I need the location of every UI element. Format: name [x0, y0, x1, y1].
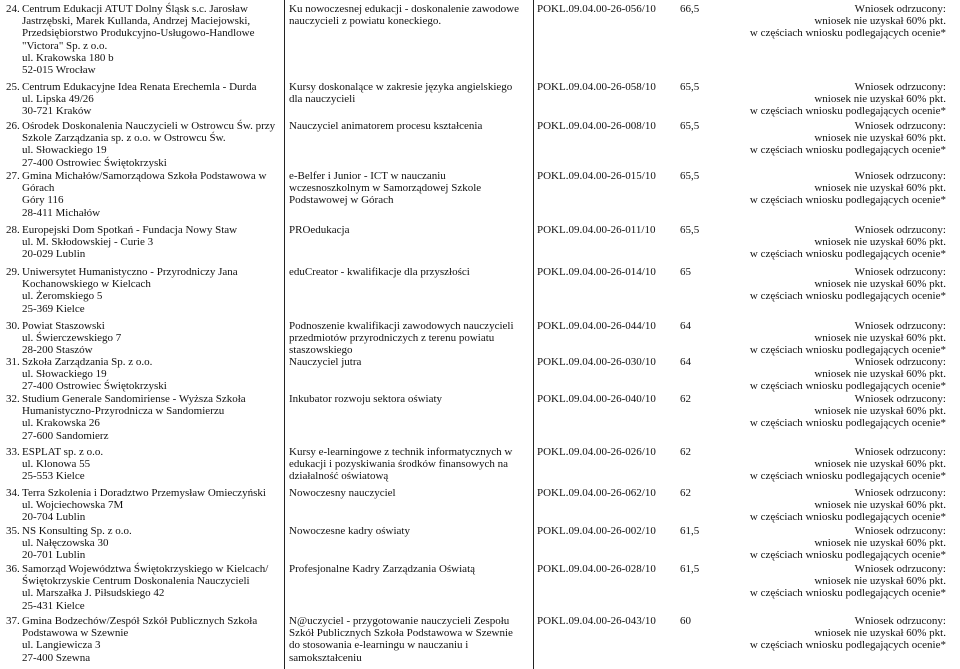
project-title-cell: Kursy doskonalące w zakresie języka angielskiego dla nauczycieli — [289, 81, 513, 106]
institution-cell: Centrum Edukacyjne Idea Renata Erechemla - Durda ul. Lipska 49/26 30-721 Kraków — [22, 81, 257, 118]
status-cell: Wniosek odrzucony: wniosek nie uzyskał 60% pkt. w częściach wniosku podlegających ocenie* — [749, 170, 946, 207]
application-code-cell: POKL.09.04.00-26-056/10 — [537, 3, 656, 15]
score-cell: 61,5 — [680, 525, 700, 537]
row-number: 36. — [6, 563, 20, 575]
institution-cell: Studium Generale Sandomiriense - Wyższa Szkoła Humanistyczno-Przyrodnicza w Sandomierzu ul. Krakowska 26 27-600 Sandomierz — [22, 393, 246, 442]
institution-cell: ESPLAT sp. z o.o. ul. Klonowa 55 25-553 Kielce — [22, 446, 104, 483]
project-title-cell: Kursy e-learningowe z technik informatycznych w edukacji i pozyskiwania środków finansowych na działalność oświatową — [289, 446, 513, 483]
row-number: 37. — [6, 615, 20, 627]
score-cell: 62 — [680, 393, 691, 405]
status-cell: Wniosek odrzucony: wniosek nie uzyskał 60% pkt. w częściach wniosku podlegających ocenie* — [749, 563, 946, 600]
score-cell: 62 — [680, 487, 691, 499]
status-cell: Wniosek odrzucony: wniosek nie uzyskał 60% pkt. w częściach wniosku podlegających ocenie* — [749, 393, 946, 430]
row-number: 28. — [6, 224, 20, 236]
row-number: 33. — [6, 446, 20, 458]
application-code-cell: POKL.09.04.00-26-011/10 — [537, 224, 656, 236]
row-number: 30. — [6, 320, 20, 332]
project-title-cell: Nowoczesny nauczyciel — [289, 487, 396, 499]
status-cell: Wniosek odrzucony: wniosek nie uzyskał 60% pkt. w częściach wniosku podlegających ocenie* — [749, 320, 946, 357]
status-cell: Wniosek odrzucony: wniosek nie uzyskał 60% pkt. w częściach wniosku podlegających ocenie* — [749, 446, 946, 483]
institution-cell: Uniwersytet Humanistyczno - Przyrodniczy Jana Kochanowskiego w Kielcach ul. Żeromskiego 5 25-369 Kielce — [22, 266, 238, 315]
application-code-cell: POKL.09.04.00-26-044/10 — [537, 320, 656, 332]
score-cell: 65,5 — [680, 224, 700, 236]
row-number: 31. — [6, 356, 20, 368]
score-cell: 61,5 — [680, 563, 700, 575]
institution-cell: Szkoła Zarządzania Sp. z o.o. ul. Słowackiego 19 27-400 Ostrowiec Świętokrzyski — [22, 356, 167, 393]
application-code-cell: POKL.09.04.00-26-062/10 — [537, 487, 656, 499]
column-divider — [284, 0, 285, 669]
application-code-cell: POKL.09.04.00-26-058/10 — [537, 81, 656, 93]
score-cell: 66,5 — [680, 3, 700, 15]
project-title-cell: Profesjonalne Kadry Zarządzania Oświatą — [289, 563, 476, 575]
status-cell: Wniosek odrzucony: wniosek nie uzyskał 60% pkt. w częściach wniosku podlegających ocenie* — [749, 3, 946, 40]
application-code-cell: POKL.09.04.00-26-028/10 — [537, 563, 656, 575]
column-divider — [533, 0, 534, 669]
row-number: 25. — [6, 81, 20, 93]
project-title-cell: Ku nowoczesnej edukacji - doskonalenie zawodowe nauczycieli z powiatu koneckiego. — [289, 3, 520, 28]
institution-cell: Centrum Edukacji ATUT Dolny Śląsk s.c. Jarosław Jastrzębski, Marek Kullanda, Andrzej Maciejowski, Przedsiębiorstwo Produkcyjno-Usługowo-Handlowe "Victora" Sp. z o.o. ul. Krakowska 180 b 52-015 Wrocław — [22, 3, 255, 77]
application-code-cell: POKL.09.04.00-26-002/10 — [537, 525, 656, 537]
score-cell: 65,5 — [680, 120, 700, 132]
application-code-cell: POKL.09.04.00-26-040/10 — [537, 393, 656, 405]
project-title-cell: Nowoczesne kadry oświaty — [289, 525, 410, 537]
institution-cell: Gmina Bodzechów/Zespół Szkół Publicznych Szkoła Podstawowa w Szewnie ul. Langiewicza 3 27-400 Szewna — [22, 615, 258, 664]
institution-cell: Terra Szkolenia i Doradztwo Przemysław Omieczyński ul. Wojciechowska 7M 20-704 Lublin — [22, 487, 266, 524]
row-number: 29. — [6, 266, 20, 278]
status-cell: Wniosek odrzucony: wniosek nie uzyskał 60% pkt. w częściach wniosku podlegających ocenie* — [749, 525, 946, 562]
application-code-cell: POKL.09.04.00-26-014/10 — [537, 266, 656, 278]
project-title-cell: PROedukacja — [289, 224, 350, 236]
score-cell: 62 — [680, 446, 691, 458]
project-title-cell: Podnoszenie kwalifikacji zawodowych nauczycieli przedmiotów przyrodniczych z terenu powiatu staszowskiego — [289, 320, 514, 357]
status-cell: Wniosek odrzucony: wniosek nie uzyskał 60% pkt. w częściach wniosku podlegających ocenie* — [749, 356, 946, 393]
project-title-cell: Nauczyciel jutra — [289, 356, 362, 368]
status-cell: Wniosek odrzucony: wniosek nie uzyskał 60% pkt. w częściach wniosku podlegających ocenie* — [749, 266, 946, 303]
application-code-cell: POKL.09.04.00-26-043/10 — [537, 615, 656, 627]
score-cell: 65,5 — [680, 170, 700, 182]
score-cell: 65,5 — [680, 81, 700, 93]
row-number: 32. — [6, 393, 20, 405]
score-cell: 60 — [680, 615, 691, 627]
institution-cell: Gmina Michałów/Samorządowa Szkoła Podstawowa w Górach Góry 116 28-411 Michałów — [22, 170, 267, 219]
status-cell: Wniosek odrzucony: wniosek nie uzyskał 60% pkt. w częściach wniosku podlegających ocenie* — [749, 487, 946, 524]
application-code-cell: POKL.09.04.00-26-026/10 — [537, 446, 656, 458]
project-title-cell: Inkubator rozwoju sektora oświaty — [289, 393, 443, 405]
project-title-cell: e-Belfer i Junior - ICT w nauczaniu wczesnoszkolnym w Samorządowej Szkole Podstawowej w Górach — [289, 170, 482, 207]
status-cell: Wniosek odrzucony: wniosek nie uzyskał 60% pkt. w częściach wniosku podlegających ocenie* — [749, 81, 946, 118]
institution-cell: Powiat Staszowski ul. Świerczewskiego 7 28-200 Staszów — [22, 320, 122, 357]
status-cell: Wniosek odrzucony: wniosek nie uzyskał 60% pkt. w częściach wniosku podlegających ocenie* — [749, 224, 946, 261]
row-number: 27. — [6, 170, 20, 182]
status-cell: Wniosek odrzucony: wniosek nie uzyskał 60% pkt. w częściach wniosku podlegających ocenie* — [749, 615, 946, 652]
institution-cell: Samorząd Województwa Świętokrzyskiego w Kielcach/ Świętokrzyskie Centrum Doskonalenia Nauczycieli ul. Marszałka J. Piłsudskiego 42 25-431 Kielce — [22, 563, 269, 612]
row-number: 24. — [6, 3, 20, 15]
project-title-cell: eduCreator - kwalifikacje dla przyszłości — [289, 266, 470, 278]
institution-cell: Europejski Dom Spotkań - Fundacja Nowy Staw ul. M. Skłodowskiej - Curie 3 20-029 Lublin — [22, 224, 238, 261]
project-title-cell: Nauczyciel animatorem procesu kształcenia — [289, 120, 483, 132]
score-cell: 64 — [680, 356, 691, 368]
institution-cell: NS Konsulting Sp. z o.o. ul. Nałęczowska 30 20-701 Lublin — [22, 525, 132, 562]
status-cell: Wniosek odrzucony: wniosek nie uzyskał 60% pkt. w częściach wniosku podlegających ocenie* — [749, 120, 946, 157]
application-code-cell: POKL.09.04.00-26-030/10 — [537, 356, 656, 368]
row-number: 26. — [6, 120, 20, 132]
score-cell: 64 — [680, 320, 691, 332]
project-title-cell: N@uczyciel - przygotowanie nauczycieli Zespołu Szkół Publicznych Szkoła Podstawowa w Szewnie do stosowania e-learningu w nauczaniu i samokształceniu — [289, 615, 513, 664]
institution-cell: Ośrodek Doskonalenia Nauczycieli w Ostrowcu Św. przy Szkole Zarządzania sp. z o.o. w Ostrowcu Św. ul. Słowackiego 19 27-400 Ostrowiec Świętokrzyski — [22, 120, 276, 169]
row-number: 34. — [6, 487, 20, 499]
application-code-cell: POKL.09.04.00-26-015/10 — [537, 170, 656, 182]
row-number: 35. — [6, 525, 20, 537]
score-cell: 65 — [680, 266, 691, 278]
application-code-cell: POKL.09.04.00-26-008/10 — [537, 120, 656, 132]
